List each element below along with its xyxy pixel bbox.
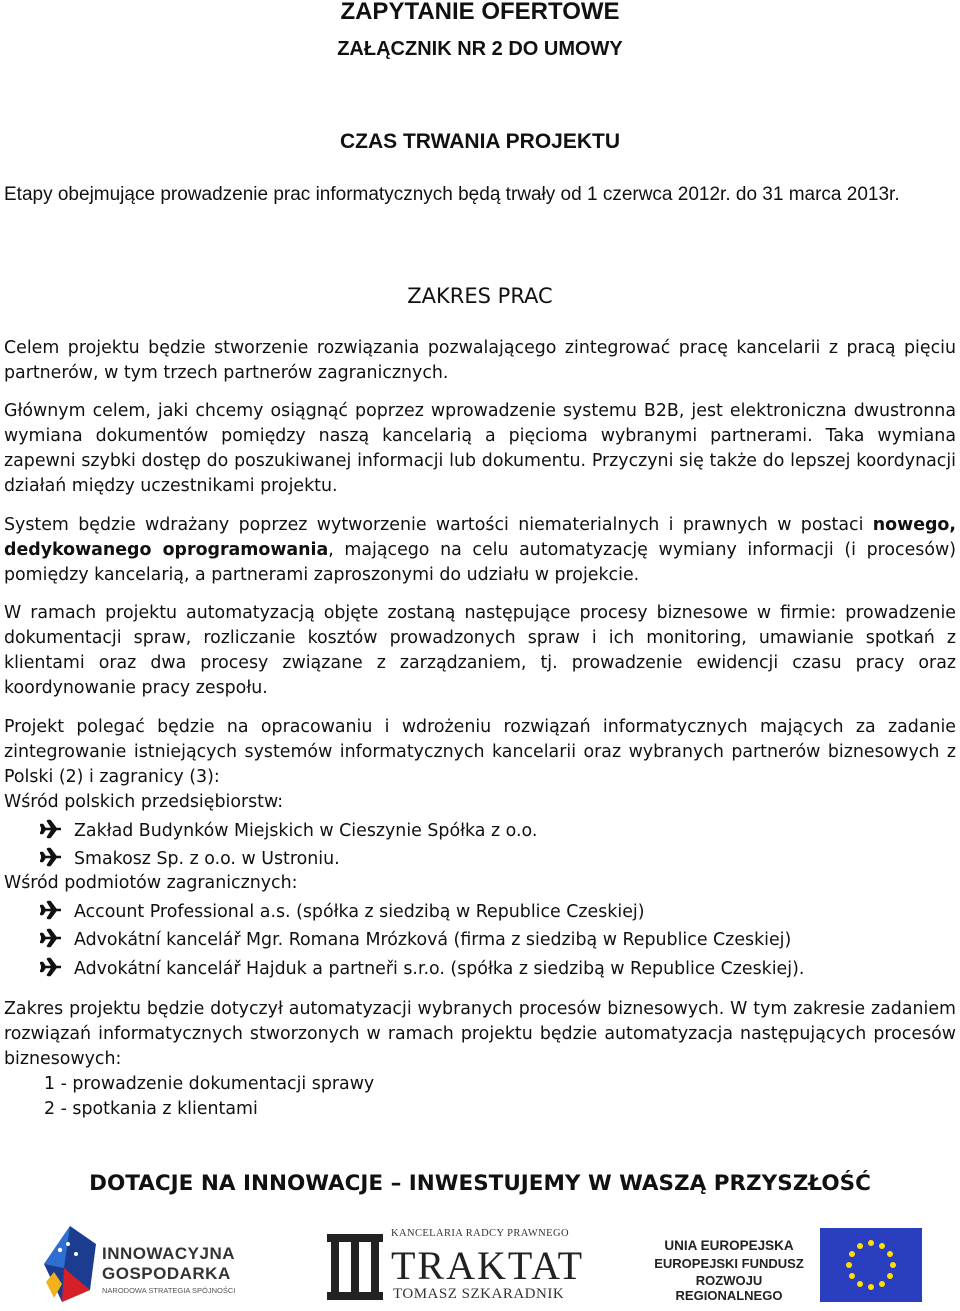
foreign-partners-label: Wśród podmiotów zagranicznych: <box>4 873 298 893</box>
eu-line-1: UNIA EUROPEJSKA <box>664 1238 794 1253</box>
eu-flag-icon <box>820 1228 922 1302</box>
traktat-main: TRAKTAT <box>391 1243 585 1288</box>
scope-paragraph-3-start: System będzie wdrażany poprzez wytworzenie wartości niematerialnych i prawnych w postaci <box>4 515 873 535</box>
section-heading-duration: CZAS TRWANIA PROJEKTU <box>339 130 620 153</box>
ig-line-1: INNOWACYJNA <box>102 1244 236 1263</box>
eu-line-3: ROZWOJU REGIONALNEGO <box>675 1273 783 1303</box>
scope-paragraph-1: Celem projektu będzie stworzenie rozwiązania pozwalającego zintegrować pracę kancelarii z pracą pięciu partnerów, w tym trzech partnerów zagranicznych. <box>4 338 956 383</box>
airplane-icon <box>40 957 62 986</box>
polish-partner-1: Zakład Budynków Miejskich w Cieszynie Spółka z o.o. <box>74 821 538 841</box>
eu-logo <box>640 1228 930 1304</box>
footer-slogan: DOTACJE NA INNOWACJE – INWESTUJEMY W WASZĄ PRZYSZŁOŚĆ <box>89 1171 871 1196</box>
scope-paragraph-4: W ramach projektu automatyzacją objęte zostaną następujące procesy biznesowe w firmie: prowadzenie dokumentacji spraw, rozliczanie kosztów prowadzonych spraw i ich monitoring, umawianie spotkań z klientami oraz dwa procesy związane z zarządzaniem, tj. prowadzenie ewidencji czasu pracy oraz koordynowanie pracy zespołu. <box>4 603 956 698</box>
foreign-partner-3: Advokátní kancelář Hajduk a partneři s.r.o. (spółka z siedzibą w Republice Czeskiej). <box>74 959 805 979</box>
traktat-bottom: TOMASZ SZKARADNIK <box>393 1286 565 1302</box>
innowacyjna-gospodarka-logo <box>40 1224 270 1304</box>
scope-paragraph-3 <box>4 513 956 588</box>
list-item <box>40 926 791 957</box>
document-title: ZAPYTANIE OFERTOWE <box>340 0 620 25</box>
footer-logos <box>0 1218 960 1308</box>
airplane-icon <box>40 900 62 929</box>
foreign-partner-1: Account Professional a.s. (spółka z siedzibą w Republice Czeskiej) <box>74 902 645 922</box>
duration-text: Etapy obejmujące prowadzenie prac informatycznych będą trwały od 1 czerwca 2012r. do 31 marca 2013r. <box>4 184 900 205</box>
foreign-partner-2: Advokátní kancelář Mgr. Romana Mrózková (firma z siedzibą w Republice Czeskiej) <box>74 930 792 950</box>
list-item <box>40 898 645 929</box>
innovation-emblem-icon <box>40 1224 100 1304</box>
ig-line-2: GOSPODARKA <box>102 1264 231 1283</box>
traktat-emblem-icon <box>325 1232 385 1302</box>
airplane-icon <box>40 928 62 957</box>
polish-partners-label: Wśród polskich przedsiębiorstw: <box>4 792 284 812</box>
list-item <box>40 817 537 848</box>
scope-paragraph-6: Zakres projektu będzie dotyczył automatyzacji wybranych procesów biznesowych. W tym zakresie zadaniem rozwiązań informatycznych stworzonych w ramach projektu będzie automatyzacja następujących procesów biznesowych: <box>4 999 956 1069</box>
eu-line-2: EUROPEJSKI FUNDUSZ <box>654 1256 804 1271</box>
ig-line-3: NARODOWA STRATEGIA SPÓJNOŚCI <box>102 1286 236 1295</box>
scope-paragraph-3-bold: nowego, dedykowanego oprogramowania <box>4 515 956 560</box>
airplane-icon <box>40 819 62 848</box>
traktat-top: KANCELARIA RADCY PRAWNEGO <box>391 1228 569 1239</box>
scope-paragraph-5: Projekt polegać będzie na opracowaniu i wdrożeniu rozwiązań informatycznych mających za zadanie zintegrowanie istniejących systemów informatycznych kancelarii oraz wybranych partnerów biznesowych z Polski (2) i zagranicy (3): <box>4 717 956 787</box>
process-item-2: 2 - spotkania z klientami <box>44 1099 258 1119</box>
scope-paragraph-2: Głównym celem, jaki chcemy osiągnąć poprzez wprowadzenie systemu B2B, jest elektroniczna dwustronna wymiana dokumentów pomiędzy naszą kancelarią a pięcioma wybranymi partnerami. Taka wymiana zapewni szybki dostęp do poszukiwanej informacji lub dokumentu. Przyczyni się także do lepszej koordynacji działań między uczestnikami projektu. <box>4 401 956 496</box>
section-heading-scope: ZAKRES PRAC <box>407 284 553 308</box>
list-item <box>40 955 804 986</box>
process-item-1: 1 - prowadzenie dokumentacji sprawy <box>44 1074 375 1094</box>
document-subtitle: ZAŁĄCZNIK NR 2 DO UMOWY <box>337 38 623 60</box>
polish-partner-2: Smakosz Sp. z o.o. w Ustroniu. <box>74 849 340 869</box>
scope-paragraph-3-end: , mającego na celu automatyzację wymiany informacji (i procesów) pomiędzy kancelarią, a partnerami zaproszonymi do udziału w projekcie. <box>4 540 956 585</box>
traktat-logo <box>325 1226 585 1306</box>
